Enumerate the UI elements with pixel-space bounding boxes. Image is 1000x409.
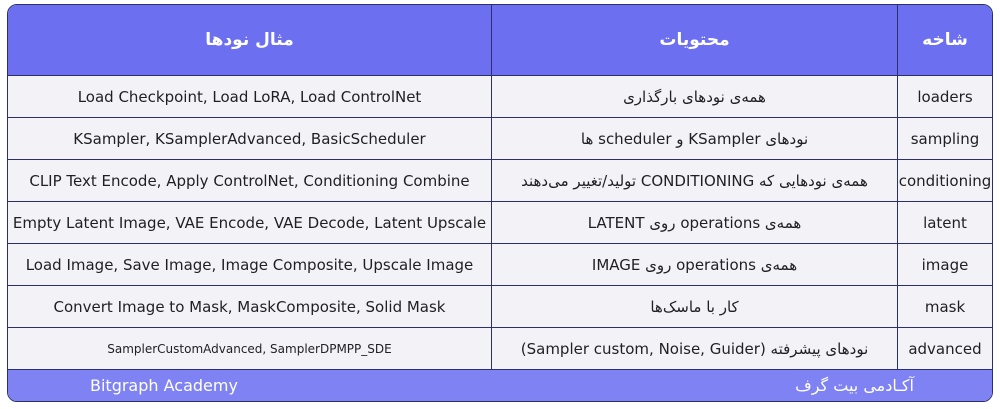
- header-contents: محتویات: [492, 5, 898, 76]
- row-image-contents: همه‌ی operations روی IMAGE: [492, 244, 898, 286]
- row-latent-examples: Empty Latent Image, VAE Encode, VAE Decode, Latent Upscale: [8, 202, 492, 244]
- row-latent-branch: latent: [898, 202, 992, 244]
- row-image-examples: Load Image, Save Image, Image Composite, Upscale Image: [8, 244, 492, 286]
- row-mask-branch: mask: [898, 286, 992, 328]
- header-examples: مثال نودها: [8, 5, 492, 76]
- row-conditioning-branch: conditioning: [898, 160, 992, 202]
- row-loaders-branch: loaders: [898, 76, 992, 118]
- row-loaders-examples: Load Checkpoint, Load LoRA, Load ControlNet: [8, 76, 492, 118]
- header-branch: شاخه: [898, 5, 992, 76]
- row-image-branch: image: [898, 244, 992, 286]
- row-sampling-contents: نودهای KSampler و scheduler ها: [492, 118, 898, 160]
- footer-brand-en: Bitgraph Academy: [90, 376, 238, 395]
- row-advanced-examples: SamplerCustomAdvanced, SamplerDPMPP_SDE: [8, 328, 492, 370]
- row-latent-contents: همه‌ی operations روی LATENT: [492, 202, 898, 244]
- row-conditioning-examples: CLIP Text Encode, Apply ControlNet, Conditioning Combine: [8, 160, 492, 202]
- row-loaders-contents: همه‌ی نودهای بارگذاری: [492, 76, 898, 118]
- row-advanced-contents: نودهای پیشرفته (Sampler custom, Noise, Guider): [492, 328, 898, 370]
- footer-bar: [8, 370, 992, 401]
- row-mask-examples: Convert Image to Mask, MaskComposite, Solid Mask: [8, 286, 492, 328]
- row-mask-contents: کار با ماسک‌ها: [492, 286, 898, 328]
- branches-table: [8, 5, 992, 401]
- row-conditioning-contents: همه‌ی نودهایی که CONDITIONING تولید/تغییر می‌دهند: [492, 160, 898, 202]
- table-frame: [7, 4, 993, 402]
- row-sampling-examples: KSampler, KSamplerAdvanced, BasicScheduler: [8, 118, 492, 160]
- row-advanced-branch: advanced: [898, 328, 992, 370]
- footer-brand-fa: آکـادمی بیت گرف: [795, 376, 914, 395]
- row-sampling-branch: sampling: [898, 118, 992, 160]
